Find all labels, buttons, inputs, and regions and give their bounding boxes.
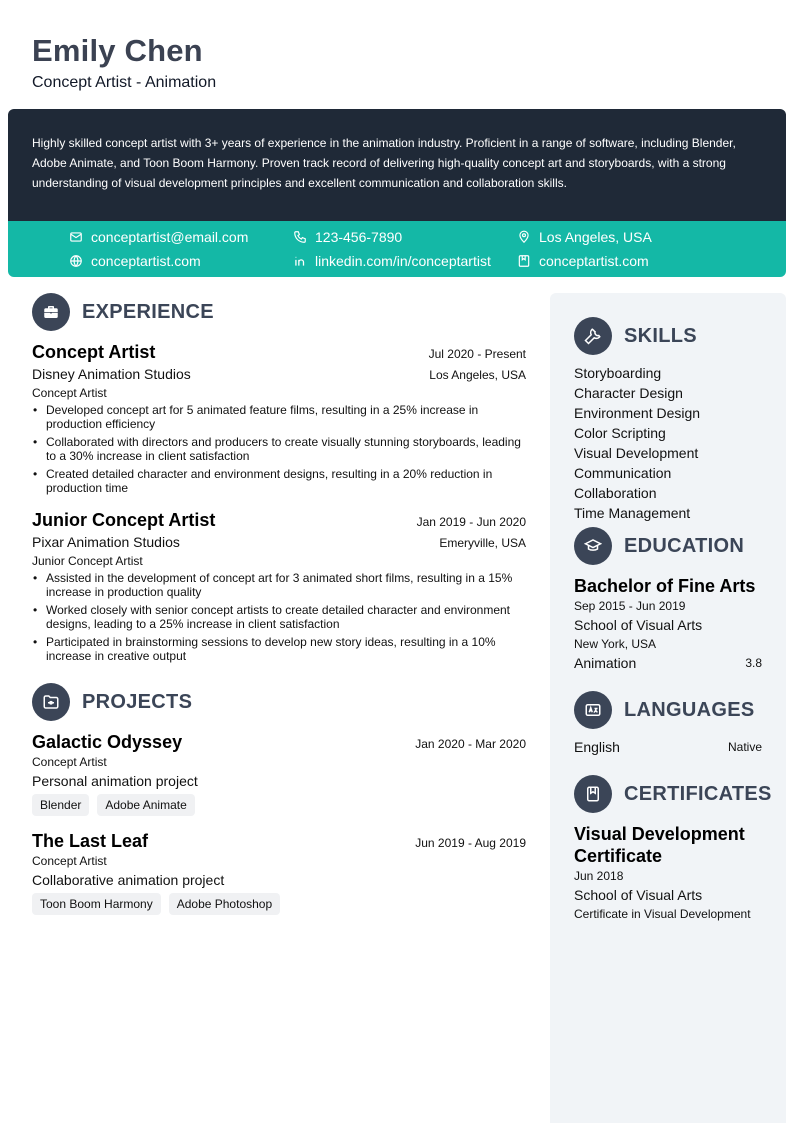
project-role: Concept Artist — [32, 854, 107, 868]
job-role: Concept Artist — [32, 386, 107, 400]
job-bullet: • Developed concept art for 5 animated feature films, resulting in a 25% increase in production efficiency — [32, 403, 526, 431]
folder-icon — [32, 683, 70, 721]
education-date: Sep 2015 - Jun 2019 — [574, 599, 686, 613]
certificate-date: Jun 2018 — [574, 869, 624, 883]
summary-panel — [8, 109, 786, 221]
contact-website-text: conceptartist.com — [91, 253, 201, 269]
project-title: Galactic Odyssey — [32, 732, 183, 752]
contact-bar — [8, 221, 786, 277]
project-tag: Toon Boom Harmony — [32, 893, 161, 915]
contact-portfolio[interactable] — [517, 251, 649, 271]
project-date: Jan 2020 - Mar 2020 — [415, 737, 526, 751]
job-bullets — [32, 403, 526, 495]
job-title: Concept Artist — [32, 342, 156, 362]
project-entry — [32, 731, 526, 816]
linkedin-icon — [293, 254, 307, 268]
skill-item: Character Design — [574, 385, 683, 401]
wrench-icon — [574, 317, 612, 355]
job-location: Emeryville, USA — [439, 536, 526, 550]
contact-email[interactable] — [69, 227, 248, 247]
certificate-issuer: School of Visual Arts — [574, 887, 703, 903]
education-heading: EDUCATION — [624, 534, 745, 557]
education-entry — [574, 575, 762, 673]
project-tags — [32, 794, 526, 816]
main-column — [32, 293, 526, 915]
projects-heading: PROJECTS — [82, 690, 193, 713]
education-location: New York, USA — [574, 637, 657, 651]
education-section-header — [574, 527, 762, 565]
job-bullet: • Worked closely with senior concept artists to create detailed character and environment designs, leading to a 25% increase in client satisfaction — [32, 603, 526, 631]
contact-website[interactable] — [69, 251, 201, 271]
certificates-section-header — [574, 775, 772, 813]
resume-header — [32, 32, 216, 92]
contact-linkedin-text: linkedin.com/in/conceptartist — [315, 253, 491, 269]
job-role: Junior Concept Artist — [32, 554, 143, 568]
contact-email-text: conceptartist@email.com — [91, 229, 249, 245]
contact-linkedin[interactable] — [293, 251, 491, 271]
certificates-heading: CERTIFICATES — [624, 782, 772, 805]
project-tags — [32, 893, 526, 915]
skill-item: Collaboration — [574, 485, 657, 501]
education-gpa: 3.8 — [745, 656, 762, 670]
contact-phone-text: 123-456-7890 — [315, 229, 403, 245]
company-name: Pixar Animation Studios — [32, 534, 180, 550]
experience-entry — [32, 341, 526, 495]
job-bullets — [32, 571, 526, 663]
language-name: English — [574, 739, 620, 755]
project-description: Collaborative animation project — [32, 872, 225, 888]
skill-item: Storyboarding — [574, 365, 662, 381]
skills-heading: SKILLS — [624, 324, 697, 347]
candidate-name: Emily Chen — [32, 33, 203, 68]
education-school: School of Visual Arts — [574, 617, 703, 633]
company-name: Disney Animation Studios — [32, 366, 191, 382]
certificate-description: Certificate in Visual Development — [574, 907, 751, 921]
project-tag: Adobe Photoshop — [169, 893, 280, 915]
certificate-icon — [574, 775, 612, 813]
language-item — [574, 737, 762, 757]
candidate-title: Concept Artist - Animation — [32, 74, 217, 91]
skill-item: Time Management — [574, 505, 691, 521]
job-location: Los Angeles, USA — [429, 368, 526, 382]
experience-section-header — [32, 293, 526, 331]
job-date: Jan 2019 - Jun 2020 — [416, 515, 526, 529]
contact-location — [517, 227, 652, 247]
languages-heading: LANGUAGES — [624, 698, 755, 721]
skills-list — [574, 363, 762, 523]
certificate-title: Visual Development Certificate — [574, 824, 745, 866]
contact-portfolio-text: conceptartist.com — [539, 253, 649, 269]
languages-section-header — [574, 691, 762, 729]
experience-entry — [32, 509, 526, 663]
skill-item: Color Scripting — [574, 425, 666, 441]
graduation-cap-icon — [574, 527, 612, 565]
job-date: Jul 2020 - Present — [428, 347, 526, 361]
education-field: Animation — [574, 655, 637, 671]
skills-section-header — [574, 317, 762, 355]
mail-icon — [69, 230, 83, 244]
project-entry — [32, 830, 526, 915]
experience-heading: EXPERIENCE — [82, 300, 214, 323]
project-tag: Blender — [32, 794, 89, 816]
job-bullet: • Participated in brainstorming sessions to develop new story ideas, resulting in a 10% increase in creative output — [32, 635, 526, 663]
skill-item: Communication — [574, 465, 672, 481]
certificate-entry — [574, 823, 762, 923]
sidebar — [550, 293, 786, 1123]
language-level: Native — [727, 740, 762, 754]
education-degree: Bachelor of Fine Arts — [574, 576, 756, 596]
project-description: Personal animation project — [32, 773, 198, 789]
location-pin-icon — [517, 230, 531, 244]
job-bullet: • Assisted in the development of concept art for 3 animated short films, resulting in a 15% increase in production quality — [32, 571, 526, 599]
briefcase-icon — [32, 293, 70, 331]
summary-text: Highly skilled concept artist with 3+ years of experience in the animation industry. Proficient in a range of software, including Blender, Adobe Animate, and Toon Boom Harmony. Proven track record of delivering high-quality concept art and storyboards, with a strong understanding of visual development principles and excellent communication and collaboration skills. — [32, 136, 736, 190]
project-date: Jun 2019 - Aug 2019 — [415, 836, 526, 850]
project-title: The Last Leaf — [32, 831, 149, 851]
job-bullet: • Collaborated with directors and producers to create visually stunning storyboards, leading to a 30% increase in client satisfaction — [32, 435, 526, 463]
portfolio-icon — [517, 254, 531, 268]
project-role: Concept Artist — [32, 755, 107, 769]
skill-item: Environment Design — [574, 405, 701, 421]
contact-phone[interactable] — [293, 227, 402, 247]
skill-item: Visual Development — [574, 445, 699, 461]
phone-icon — [293, 230, 307, 244]
projects-section-header — [32, 683, 526, 721]
translate-icon — [574, 691, 612, 729]
contact-location-text: Los Angeles, USA — [539, 229, 652, 245]
job-title: Junior Concept Artist — [32, 510, 216, 530]
globe-icon — [69, 254, 83, 268]
project-tag: Adobe Animate — [97, 794, 194, 816]
job-bullet: • Created detailed character and environment designs, resulting in a 20% reduction in production time — [32, 467, 526, 495]
